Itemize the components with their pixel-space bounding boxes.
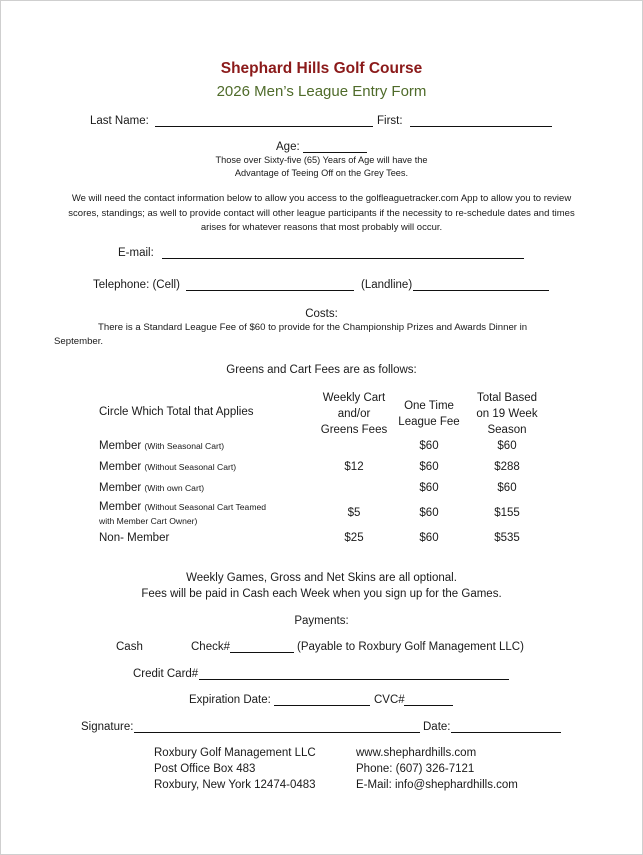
total-header-line2: on 19 Week <box>476 408 538 420</box>
row-member-type: Non- Member <box>99 532 170 544</box>
table-row <box>99 440 224 452</box>
row-total[interactable]: $535 <box>494 532 520 544</box>
contact-paragraph-line1: We will need the contact information below to allow you access to the golfleaguetracker.com App to allow you to review <box>71 193 572 204</box>
expiration-label: Expiration Date: <box>189 694 271 706</box>
weekly-fee-column-header <box>312 390 396 438</box>
check-label: Check# <box>191 641 230 653</box>
table-row <box>99 501 266 513</box>
contact-paragraph-line3: arises for whatever reasons that most probably will occur. <box>200 222 443 233</box>
row-member-note: (Without Seasonal Cart Teamed <box>144 502 267 512</box>
row-league-fee: $60 <box>419 532 439 544</box>
footer-phone: Phone: (607) 326-7121 <box>356 763 475 775</box>
age-field[interactable] <box>303 152 367 153</box>
row-total[interactable]: $60 <box>497 482 517 494</box>
form-subtitle: 2026 Men’s League Entry Form <box>216 83 427 100</box>
row-weekly-fee: $25 <box>344 532 364 544</box>
table-row <box>99 461 236 473</box>
row-total[interactable]: $155 <box>494 507 520 519</box>
total-header-line1: Total Based <box>476 392 538 404</box>
total-header-line3: Season <box>487 424 527 436</box>
row-member-type: Member <box>99 440 142 452</box>
email-field[interactable] <box>162 258 524 259</box>
row-member-note: (With Seasonal Cart) <box>144 441 225 451</box>
costs-line2: September. <box>54 336 104 347</box>
first-name-label: First: <box>377 115 403 127</box>
row-weekly-fee: $5 <box>347 507 361 519</box>
row-league-fee: $60 <box>419 507 439 519</box>
age-note-line2: Advantage of Teeing Off on the Grey Tees. <box>234 168 409 178</box>
age-label: Age: <box>276 141 300 153</box>
weekly-fee-header-line1: Weekly Cart <box>322 392 386 404</box>
contact-paragraph-line2: scores, standings; as well to provide contact will other league participants if the necessity to re-schedule dates and times <box>68 207 575 219</box>
signature-label: Signature: <box>81 721 134 733</box>
age-note-line1: Those over Sixty-five (65) Years of Age will have the <box>215 155 428 165</box>
league-fee-header-line1: One Time <box>404 400 454 412</box>
footer-website[interactable]: www.shephardhills.com <box>356 747 477 759</box>
table-row <box>99 532 169 544</box>
fee-table-header-label: Circle Which Total that Applies <box>99 406 254 418</box>
contact-paragraph <box>50 192 593 236</box>
cvc-label: CVC# <box>374 694 405 706</box>
fee-table-intro: Greens and Cart Fees are as follows: <box>226 364 417 376</box>
cell-phone-field[interactable] <box>186 290 354 291</box>
league-fee-header-line2: League Fee <box>398 416 460 428</box>
total-column-header <box>466 390 548 438</box>
cvc-field[interactable] <box>404 705 453 706</box>
row-member-note-continued: with Member Cart Owner) <box>99 516 198 526</box>
credit-card-field[interactable] <box>199 679 509 680</box>
footer-po-box: Post Office Box 483 <box>154 763 256 775</box>
costs-heading: Costs: <box>305 308 338 320</box>
check-number-field[interactable] <box>230 652 294 653</box>
row-league-fee: $60 <box>419 461 439 473</box>
row-weekly-fee: $12 <box>344 461 364 473</box>
credit-card-label: Credit Card# <box>133 668 199 680</box>
course-title: Shephard Hills Golf Course <box>220 60 423 77</box>
table-row <box>99 482 204 494</box>
email-label: E-mail: <box>118 247 154 259</box>
games-line2: Fees will be paid in Cash each Week when you sign up for the Games. <box>141 588 502 600</box>
last-name-label: Last Name: <box>90 115 149 127</box>
row-member-type: Member <box>99 461 142 473</box>
date-field[interactable] <box>451 732 561 733</box>
row-total[interactable]: $288 <box>494 461 520 473</box>
row-member-note: (Without Seasonal Cart) <box>144 462 237 472</box>
row-league-fee: $60 <box>419 482 439 494</box>
footer-city: Roxbury, New York 12474-0483 <box>154 779 316 791</box>
row-total[interactable]: $60 <box>497 440 517 452</box>
row-member-type: Member <box>99 482 142 494</box>
cash-option[interactable]: Cash <box>116 641 143 653</box>
footer-company: Roxbury Golf Management LLC <box>154 747 316 759</box>
costs-line1: There is a Standard League Fee of $60 to provide for the Championship Prizes and Awards Dinner in <box>98 322 528 333</box>
footer-email[interactable]: E-Mail: info@shephardhills.com <box>356 779 518 791</box>
league-fee-column-header <box>394 398 464 430</box>
check-note: (Payable to Roxbury Golf Management LLC) <box>297 641 524 653</box>
telephone-cell-label: Telephone: (Cell) <box>93 279 180 291</box>
row-league-fee: $60 <box>419 440 439 452</box>
weekly-fee-header-line3: Greens Fees <box>320 424 388 436</box>
landline-field[interactable] <box>413 290 549 291</box>
first-name-field[interactable] <box>410 126 552 127</box>
landline-label: (Landline) <box>361 279 413 291</box>
last-name-field[interactable] <box>155 126 373 127</box>
row-member-type: Member <box>99 501 142 513</box>
signature-field[interactable] <box>134 732 420 733</box>
row-member-note: (With own Cart) <box>144 483 205 493</box>
expiration-field[interactable] <box>274 705 370 706</box>
games-line1: Weekly Games, Gross and Net Skins are all optional. <box>186 572 457 584</box>
weekly-fee-header-line2: and/or <box>337 408 371 420</box>
date-label: Date: <box>423 721 451 733</box>
payments-heading: Payments: <box>294 615 349 627</box>
